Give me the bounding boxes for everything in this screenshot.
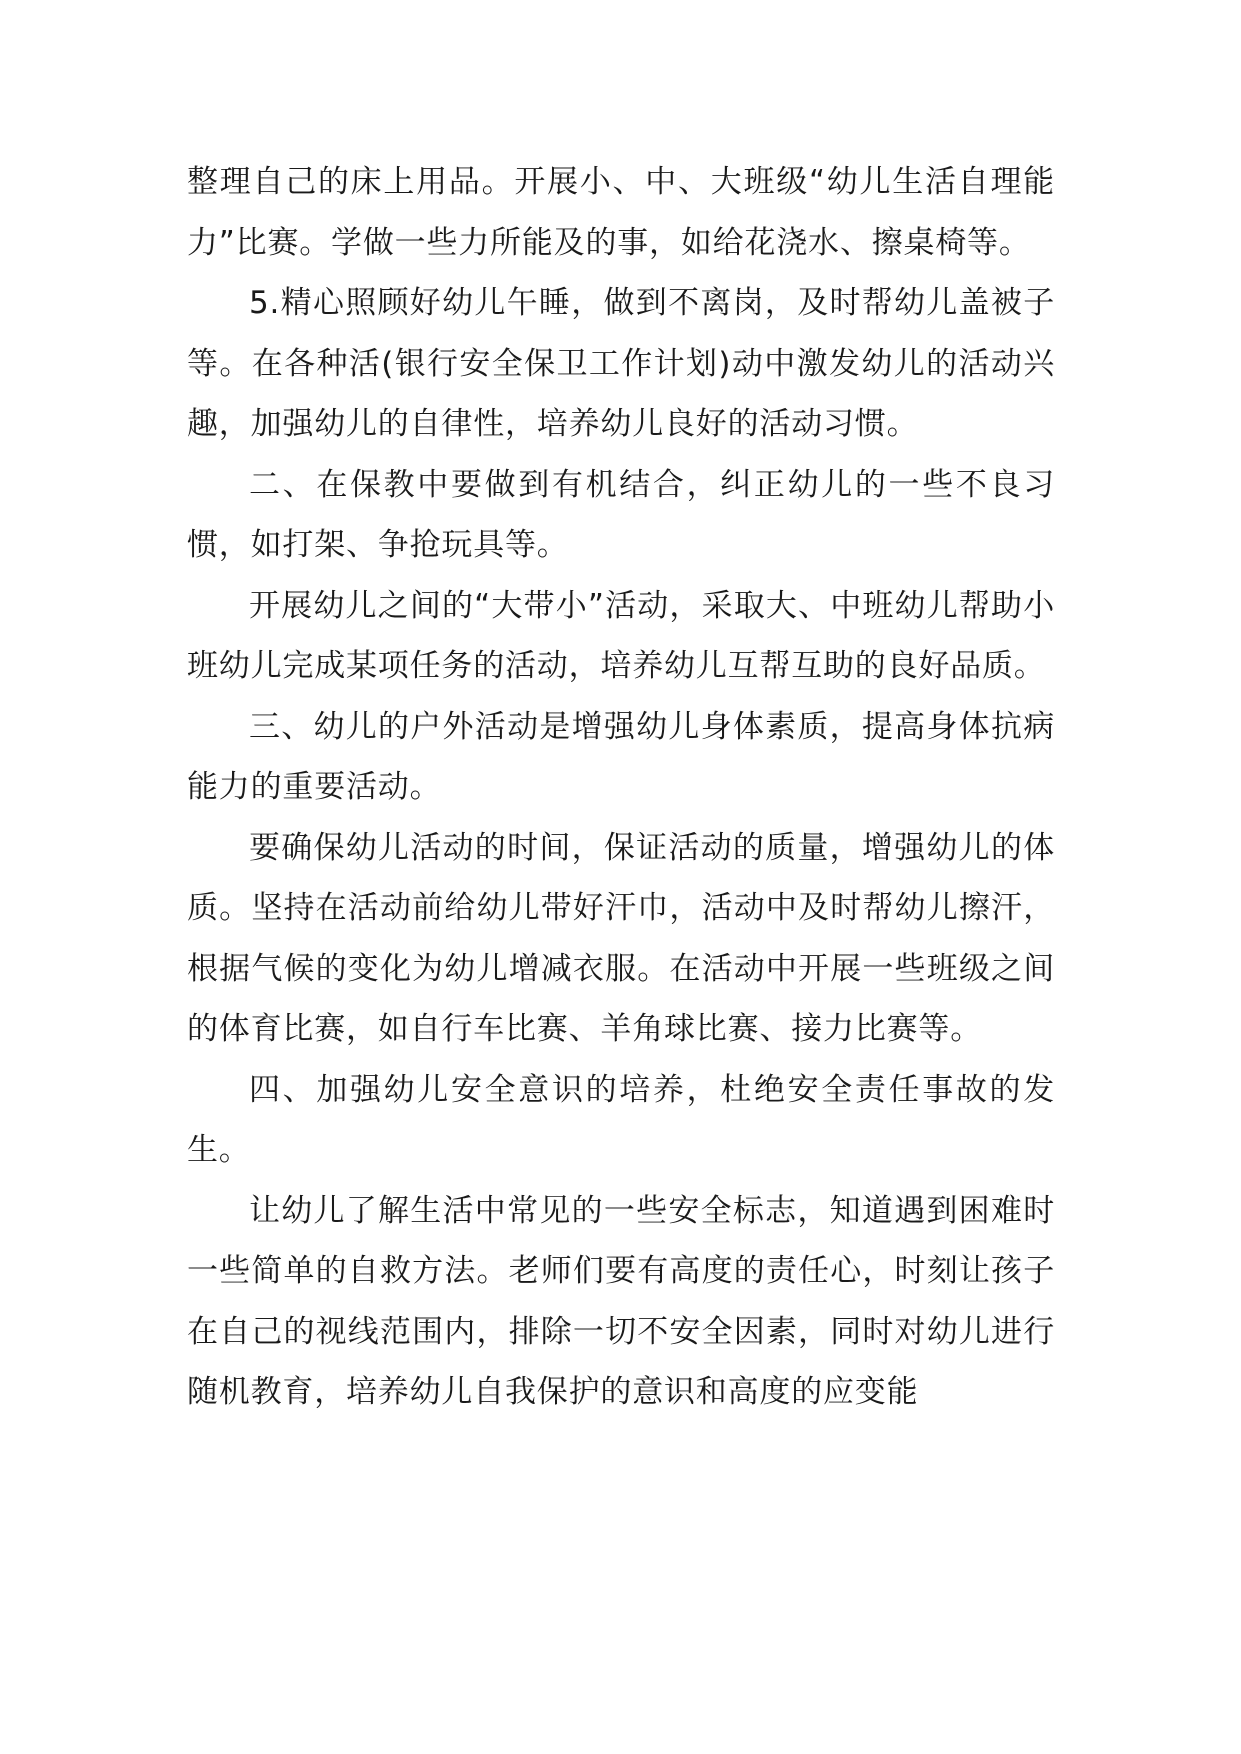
- paragraph: 5.精心照顾好幼儿午睡，做到不离岗，及时帮幼儿盖被子等。在各种活(银行安全保卫工作计划)动中激发幼儿的活动兴趣，加强幼儿的自律性，培养幼儿良好的活动习惯。: [187, 285, 1055, 442]
- section-heading-2: 二、在保教中要做到有机结合，纠正幼儿的一些不良习惯，如打架、争抢玩具等。: [187, 466, 1055, 563]
- document-body: [187, 152, 1055, 1423]
- section-heading-3: 三、幼儿的户外活动是增强幼儿身体素质，提高身体抗病能力的重要活动。: [187, 708, 1055, 805]
- paragraph: 要确保幼儿活动的时间，保证活动的质量，增强幼儿的体质。坚持在活动前给幼儿带好汗巾，活动中及时帮幼儿擦汗，根据气候的变化为幼儿增减衣服。在活动中开展一些班级之间的体育比赛，如自行车比赛、羊角球比赛、接力比赛等。: [187, 829, 1055, 1047]
- paragraph: 整理自己的床上用品。开展小、中、大班级“幼儿生活自理能力”比赛。学做一些力所能及的事，如给花浇水、擦桌椅等。: [187, 164, 1055, 261]
- paragraph: 开展幼儿之间的“大带小”活动，采取大、中班幼儿帮助小班幼儿完成某项任务的活动，培养幼儿互帮互助的良好品质。: [187, 587, 1055, 684]
- section-heading-4: 四、加强幼儿安全意识的培养，杜绝安全责任事故的发生。: [187, 1071, 1055, 1168]
- paragraph: 让幼儿了解生活中常见的一些安全标志，知道遇到困难时一些简单的自救方法。老师们要有高度的责任心，时刻让孩子在自己的视线范围内，排除一切不安全因素，同时对幼儿进行随机教育，培养幼儿自我保护的意识和高度的应变能: [187, 1192, 1055, 1410]
